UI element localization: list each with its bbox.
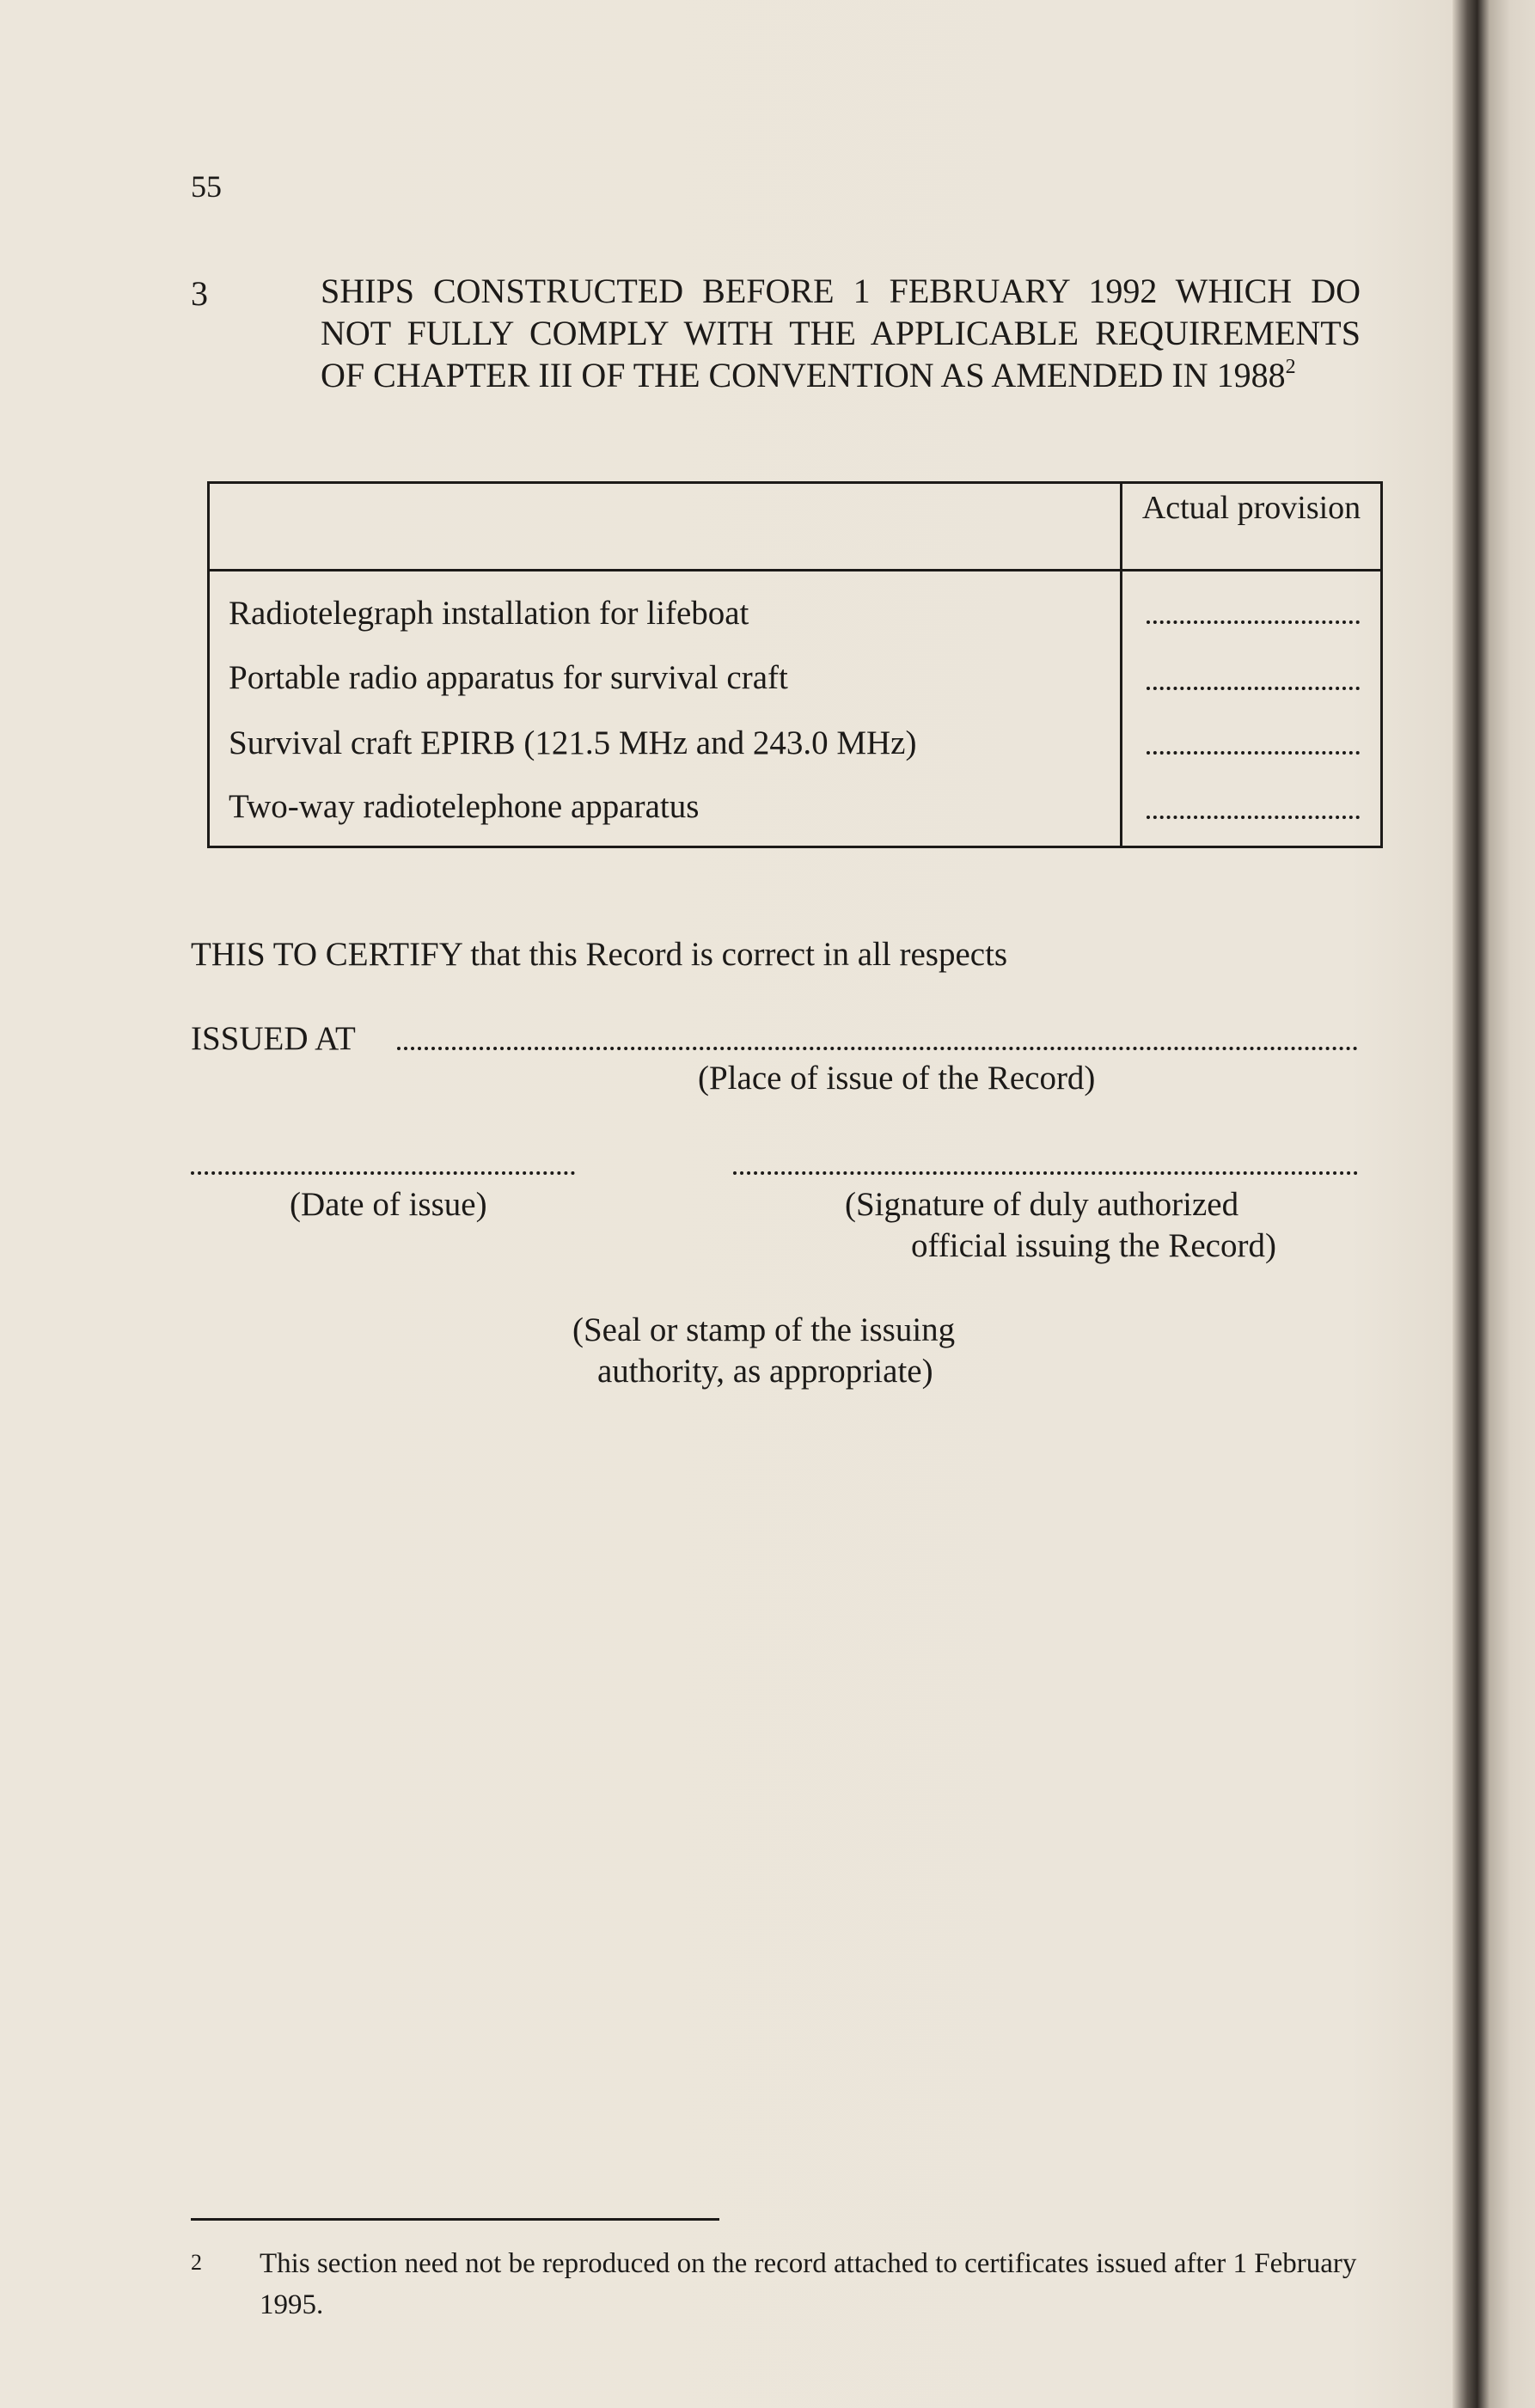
table-column-divider — [1120, 484, 1122, 846]
section-heading-text: SHIPS CONSTRUCTED BEFORE 1 FEBRUARY 1992 WHICH DO NOT FULLY COMPLY WITH THE APPLICABLE REQUIREMENTS OF CHAPTER III OF THE CONVENTION AS AMENDED IN 1988 — [321, 272, 1361, 394]
place-caption: (Place of issue of the Record) — [698, 1060, 1096, 1097]
column-header-actual-provision: Actual provision — [1141, 490, 1361, 526]
table-row-label: Survival craft EPIRB (121.5 MHz and 243.0 MHz) — [229, 724, 917, 761]
section-heading — [321, 270, 1361, 396]
seal-caption-line2: authority, as appropriate) — [597, 1353, 933, 1390]
provision-table — [207, 481, 1383, 848]
page-number: 55 — [191, 169, 222, 204]
issued-at-line — [397, 1047, 1358, 1050]
table-row-value — [1147, 687, 1360, 690]
issued-at-label: ISSUED AT — [191, 1020, 356, 1057]
footnote-rule — [191, 2218, 719, 2221]
table-header-divider — [210, 569, 1380, 571]
table-row-value — [1147, 620, 1360, 624]
seal-caption-line1: (Seal or stamp of the issuing — [572, 1311, 956, 1348]
table-row-value — [1147, 751, 1360, 755]
signature-line — [733, 1171, 1358, 1175]
heading-footnote-ref: 2 — [1285, 356, 1296, 378]
date-line — [191, 1171, 575, 1175]
signature-caption-line1: (Signature of duly authorized — [845, 1186, 1239, 1223]
certification-statement: THIS TO CERTIFY that this Record is correct in all respects — [191, 936, 1008, 973]
table-row-label: Radiotelegraph installation for lifeboat — [229, 595, 749, 632]
signature-caption-line2: official issuing the Record) — [911, 1227, 1276, 1264]
date-caption: (Date of issue) — [290, 1186, 487, 1223]
book-spine-shadow — [1452, 0, 1535, 2408]
table-row-label: Portable radio apparatus for survival craft — [229, 659, 788, 696]
section-number: 3 — [191, 274, 208, 313]
footnote-marker: 2 — [191, 2250, 202, 2275]
table-row-label: Two-way radiotelephone apparatus — [229, 788, 700, 825]
footnote-text: This section need not be reproduced on the record attached to certificates issued after 1 February 1995. — [260, 2248, 1357, 2320]
table-row-value — [1147, 816, 1360, 819]
